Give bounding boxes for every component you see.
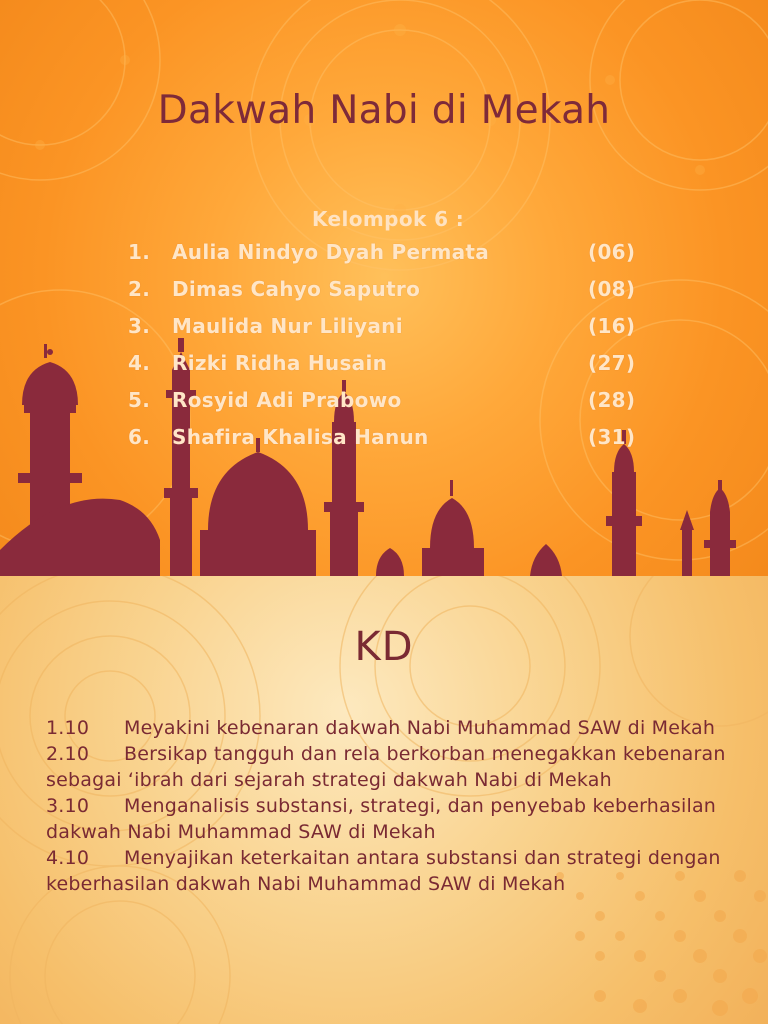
member-code: (28) (588, 388, 636, 412)
member-list (128, 236, 648, 458)
kd-number: 1.10 (46, 717, 90, 739)
member-number: 1. (128, 240, 151, 264)
kd-text: Bersikap tangguh dan rela berkorban menegakkan kebenaran sebagai ‘ibrah dari sejarah strategi dakwah Nabi di Mekah (46, 743, 726, 791)
slide-title: Dakwah Nabi di Mekah (157, 88, 611, 133)
member-number: 6. (128, 425, 151, 449)
member-row (128, 384, 648, 421)
kd-text: Menganalisis substansi, strategi, dan penyebab keberhasilan dakwah Nabi Muhammad SAW di Mekah (46, 795, 717, 843)
kd-slide (0, 576, 768, 1024)
kd-text: Menyajikan keterkaitan antara substansi dan strategi dengan keberhasilan dakwah Nabi Muhammad SAW di Mekah (46, 847, 721, 895)
member-row (128, 273, 648, 310)
list-item (46, 793, 736, 845)
member-code: (31) (588, 425, 636, 449)
member-number: 2. (128, 277, 151, 301)
member-number: 4. (128, 351, 151, 375)
member-row (128, 236, 648, 273)
member-number: 5. (128, 388, 151, 412)
slide-title: KD (354, 624, 414, 670)
kd-text: Meyakini kebenaran dakwah Nabi Muhammad SAW di Mekah (124, 717, 716, 739)
member-name: Aulia Nindyo Dyah Permata (172, 240, 490, 264)
member-number: 3. (128, 314, 151, 338)
member-row (128, 421, 648, 458)
member-name: Maulida Nur Liliyani (172, 314, 403, 338)
member-row (128, 310, 648, 347)
member-name: Shafira Khalisa Hanun (172, 425, 429, 449)
kd-number: 4.10 (46, 847, 90, 869)
kd-number: 3.10 (46, 795, 90, 817)
member-name: Rizki Ridha Husain (172, 351, 388, 375)
list-item (46, 741, 736, 793)
member-name: Dimas Cahyo Saputro (172, 277, 421, 301)
member-name: Rosyid Adi Prabowo (172, 388, 402, 412)
member-code: (16) (588, 314, 636, 338)
member-code: (08) (588, 277, 636, 301)
list-item (46, 845, 736, 897)
kd-list (46, 715, 736, 897)
member-row (128, 347, 648, 384)
member-code: (06) (588, 240, 636, 264)
kd-number: 2.10 (46, 743, 90, 765)
list-item (46, 715, 736, 741)
member-code: (27) (588, 351, 636, 375)
group-heading: Kelompok 6 : (312, 207, 465, 231)
